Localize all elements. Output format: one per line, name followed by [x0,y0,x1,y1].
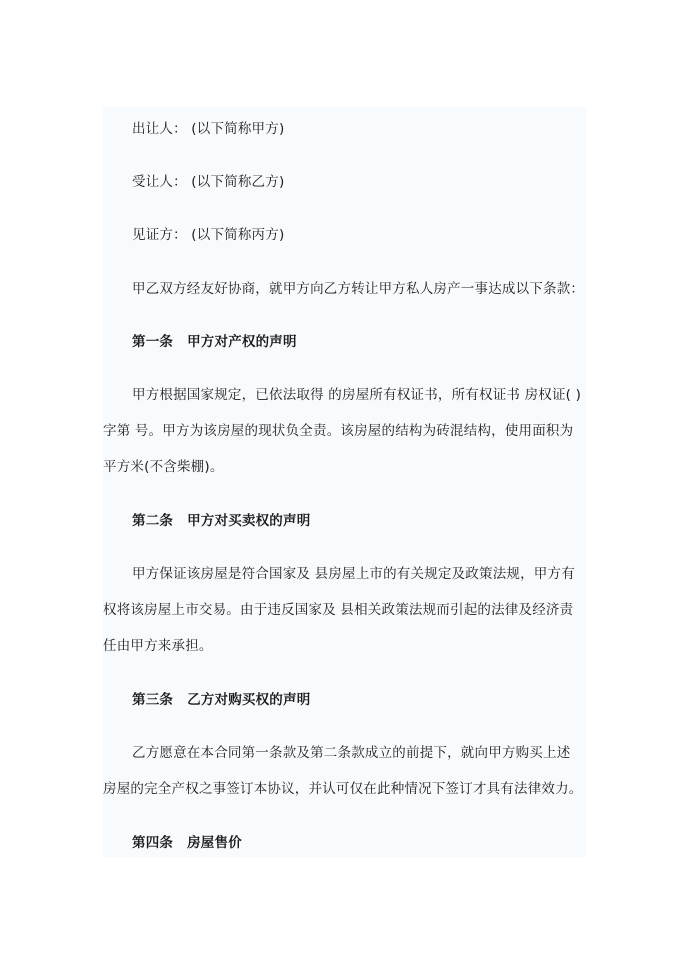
article-2-line-3: 任由甲方来承担。 [103,638,213,654]
article-2-title: 甲方对买卖权的声明 [187,513,311,529]
article-1-title: 甲方对产权的声明 [187,334,297,350]
article-3-line-2: 房屋的完全产权之事签订本协议，并认可仅在此种情况下签订才具有法律效力。 [103,781,583,797]
document-content-area [103,107,586,857]
article-1-heading [132,334,297,350]
article-3-number: 第三条 [132,692,174,708]
article-1-line-1: 甲方根据国家规定，已依法取得 的房屋所有权证书，所有权证书 房权证( ) [132,387,582,403]
article-4-number: 第四条 [132,835,174,851]
buyer-line: 受让人： (以下简称乙方) [132,174,285,190]
article-3-heading [132,692,310,708]
article-2-line-1: 甲方保证该房屋是符合国家及 县房屋上市的有关规定及政策法规，甲方有 [132,566,575,582]
article-3-title: 乙方对购买权的声明 [187,692,311,708]
article-2-number: 第二条 [132,513,174,529]
article-1-number: 第一条 [132,334,174,350]
article-1-line-3: 平方米(不含柴棚)。 [103,459,224,475]
witness-line: 见证方： (以下简称丙方) [132,227,285,243]
article-1-line-2: 字第 号。甲方为该房屋的现状负全责。该房屋的结构为砖混结构，使用面积为 [103,423,574,439]
intro-paragraph: 甲乙双方经友好协商，就甲方向乙方转让甲方私人房产一事达成以下条款： [132,281,585,297]
article-3-line-1: 乙方愿意在本合同第一条款及第二条款成立的前提下，就向甲方购买上述 [132,745,571,761]
seller-line: 出让人： (以下简称甲方) [132,121,285,137]
article-4-title: 房屋售价 [187,835,242,851]
article-2-line-2: 权将该房屋上市交易。由于违反国家及 县相关政策法规而引起的法律及经济责 [103,602,574,618]
article-2-heading [132,513,310,529]
article-4-heading [132,835,242,851]
